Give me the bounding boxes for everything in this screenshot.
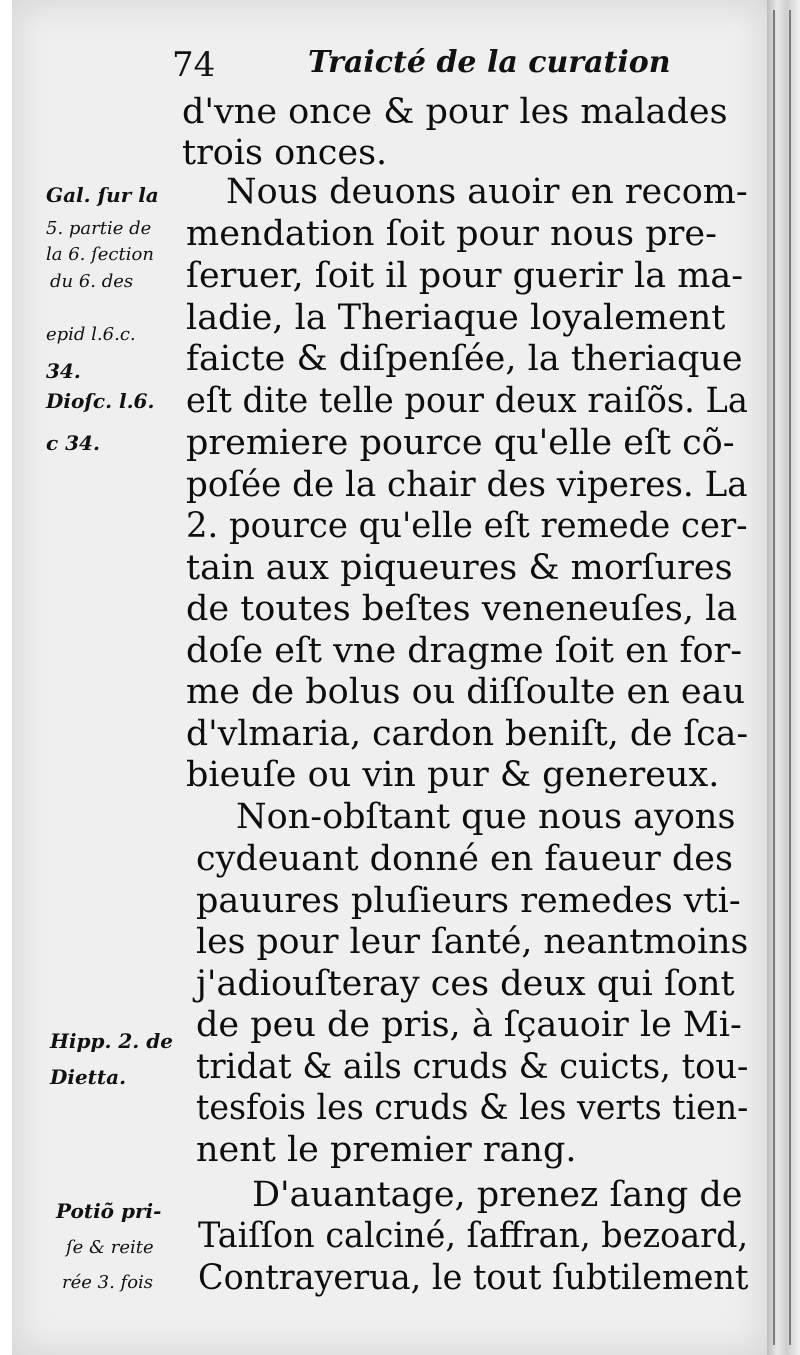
body-line: Taiſſon calciné, ſaffran, bezoard,: [198, 1216, 749, 1256]
body-line: de peu de pris, à ſçauoir le Mi-: [196, 1005, 742, 1045]
body-line: mendation ſoit pour nous pre-: [186, 214, 717, 254]
body-line: de toutes beſtes veneneuſes, la: [186, 589, 738, 629]
body-line: j'adiouſteray ces deux qui ſont: [196, 964, 735, 1004]
body-line: premiere pource qu'elle eſt cõ-: [186, 423, 735, 463]
body-line: Nous deuons auoir en recom-: [226, 172, 748, 212]
body-line: doſe eſt vne dragme ſoit en for-: [186, 631, 743, 671]
margin-note: Gal. ſur la: [46, 183, 159, 207]
body-line: ladie, la Theriaque loyalement: [186, 298, 726, 338]
body-line: les pour leur ſanté, neantmoins: [196, 922, 749, 962]
body-line: tridat & ails cruds & cuicts, tou-: [196, 1047, 749, 1087]
page-number: 74: [172, 45, 216, 85]
body-line: d'vlmaria, cardon beniſt, de ſca-: [186, 714, 749, 754]
body-line: me de bolus ou diſſoulte en eau: [186, 672, 746, 712]
margin-note: epid l.6.c.: [46, 324, 136, 345]
margin-note: la 6. ſection: [46, 244, 154, 265]
margin-note: ſe & reite: [66, 1237, 154, 1258]
running-title: Traicté de la curation: [308, 45, 671, 80]
margin-note: Hipp. 2. de: [50, 1029, 173, 1053]
body-line: eſt dite telle pour deux raiſõs. La: [186, 381, 748, 421]
margin-note: c 34.: [46, 431, 100, 455]
body-line: nent le premier rang.: [196, 1130, 577, 1170]
body-line: bieuſe ou vin pur & genereux.: [186, 755, 720, 795]
body-line: Contrayerua, le tout ſubtilement: [198, 1258, 749, 1298]
body-line: Non-obſtant que nous ayons: [236, 797, 736, 837]
margin-note: 5. partie de: [46, 218, 152, 239]
page-edge: [767, 0, 800, 1355]
body-line: D'auantage, prenez ſang de: [252, 1175, 743, 1215]
body-line: pauures pluſieurs remedes vti-: [196, 881, 741, 921]
body-line: trois onces.: [182, 133, 388, 173]
margin-note: Potiõ pri-: [56, 1199, 162, 1223]
body-line: ſeruer, ſoit il pour guerir la ma-: [186, 256, 744, 296]
margin-note: Dietta.: [50, 1065, 127, 1089]
margin-note: du 6. des: [50, 271, 134, 292]
body-line: 2. pource qu'elle eſt remede cer-: [186, 506, 748, 546]
body-line: poſée de la chair des viperes. La: [186, 465, 748, 505]
margin-note: rée 3. fois: [62, 1272, 154, 1293]
body-line: d'vne once & pour les malades: [182, 92, 728, 132]
body-line: cydeuant donné en faueur des: [196, 839, 733, 879]
body-line: faicte & diſpenſée, la theriaque: [186, 339, 743, 379]
body-line: tain aux piqueures & morſures: [186, 548, 733, 588]
margin-note: 34.: [46, 359, 81, 383]
body-line: tesfois les cruds & les verts tien-: [196, 1088, 749, 1128]
margin-note: Dioſc. l.6.: [46, 389, 155, 413]
